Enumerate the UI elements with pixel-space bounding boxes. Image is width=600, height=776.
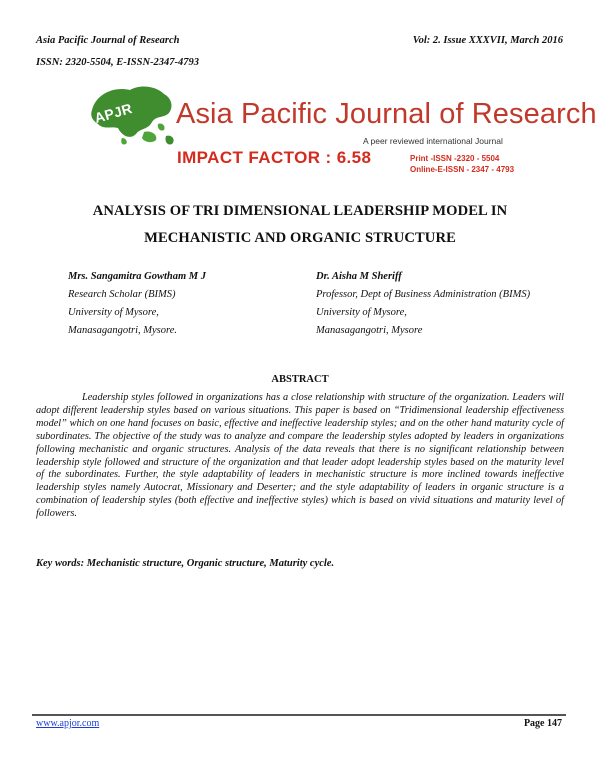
author-location: Manasagangotri, Mysore	[316, 325, 423, 336]
header-volume-issue: Vol: 2. Issue XXXVII, March 2016	[412, 35, 563, 46]
banner-journal-title: Asia Pacific Journal of Research	[176, 98, 597, 130]
keywords: Key words: Mechanistic structure, Organic structure, Maturity cycle.	[36, 558, 335, 569]
abstract-text: Leadership styles followed in organizations has a close relationship with structure of the organization. Leaders will adopt different leadership styles based on various situations. This paper is based on “Tridimensional leadership effectiveness model” which on one hand focuses on basic, effective and ineffective leadership styles; and on the other hand maturity cycle of subordinates. The objective of the study was to analyze and compare the leadership styles adopted by leaders in organizations following mechanistic and organic structures. Analysis of the data reveals that there is no significant relationship between leadership style followed and structure of the organization and that leader adopt leadership styles based on the maturity level of the subordinates. Further, the style adaptability of leaders in mechanistic structure is more inclined towards ineffective leadership styles namely Autocrat, Missionary and Deserter; and the style adaptability of leaders in organic structure is a combination of leadership styles (both effective and ineffective styles) which is based on vivid situations and maturity level of followers.	[36, 392, 564, 520]
header-issn: ISSN: 2320-5504, E-ISSN-2347-4793	[36, 57, 200, 68]
abstract-heading: ABSTRACT	[271, 374, 329, 385]
author-role: Research Scholar (BIMS)	[68, 289, 176, 300]
footer-page-number: Page 147	[523, 718, 562, 729]
author-block-2	[316, 268, 530, 340]
footer-website-link[interactable]: www.apjor.com	[36, 718, 100, 729]
logo-apjr-text: APJR	[92, 99, 135, 127]
journal-banner	[86, 80, 597, 180]
paper-title-line-1: ANALYSIS OF TRI DIMENSIONAL LEADERSHIP MODEL IN	[92, 203, 508, 219]
banner-online-issn: Online-E-ISSN - 2347 - 4793	[410, 165, 515, 174]
author-block-1	[68, 268, 206, 340]
author-name: Mrs. Sangamitra Gowtham M J	[68, 271, 206, 282]
author-university: University of Mysore,	[68, 307, 159, 318]
impact-factor: IMPACT FACTOR : 6.58	[177, 148, 372, 167]
banner-print-issn: Print -ISSN -2320 - 5504	[410, 154, 500, 163]
header-journal-name: Asia Pacific Journal of Research	[36, 35, 180, 46]
author-location: Manasagangotri, Mysore.	[68, 325, 177, 336]
author-name: Dr. Aisha M Sheriff	[316, 271, 402, 282]
paper-title-line-2: MECHANISTIC AND ORGANIC STRUCTURE	[144, 230, 456, 246]
author-role: Professor, Dept of Business Administration (BIMS)	[316, 289, 531, 300]
author-university: University of Mysore,	[316, 307, 407, 318]
footer-divider	[32, 714, 566, 716]
banner-subtitle: A peer reviewed international Journal	[363, 136, 503, 146]
